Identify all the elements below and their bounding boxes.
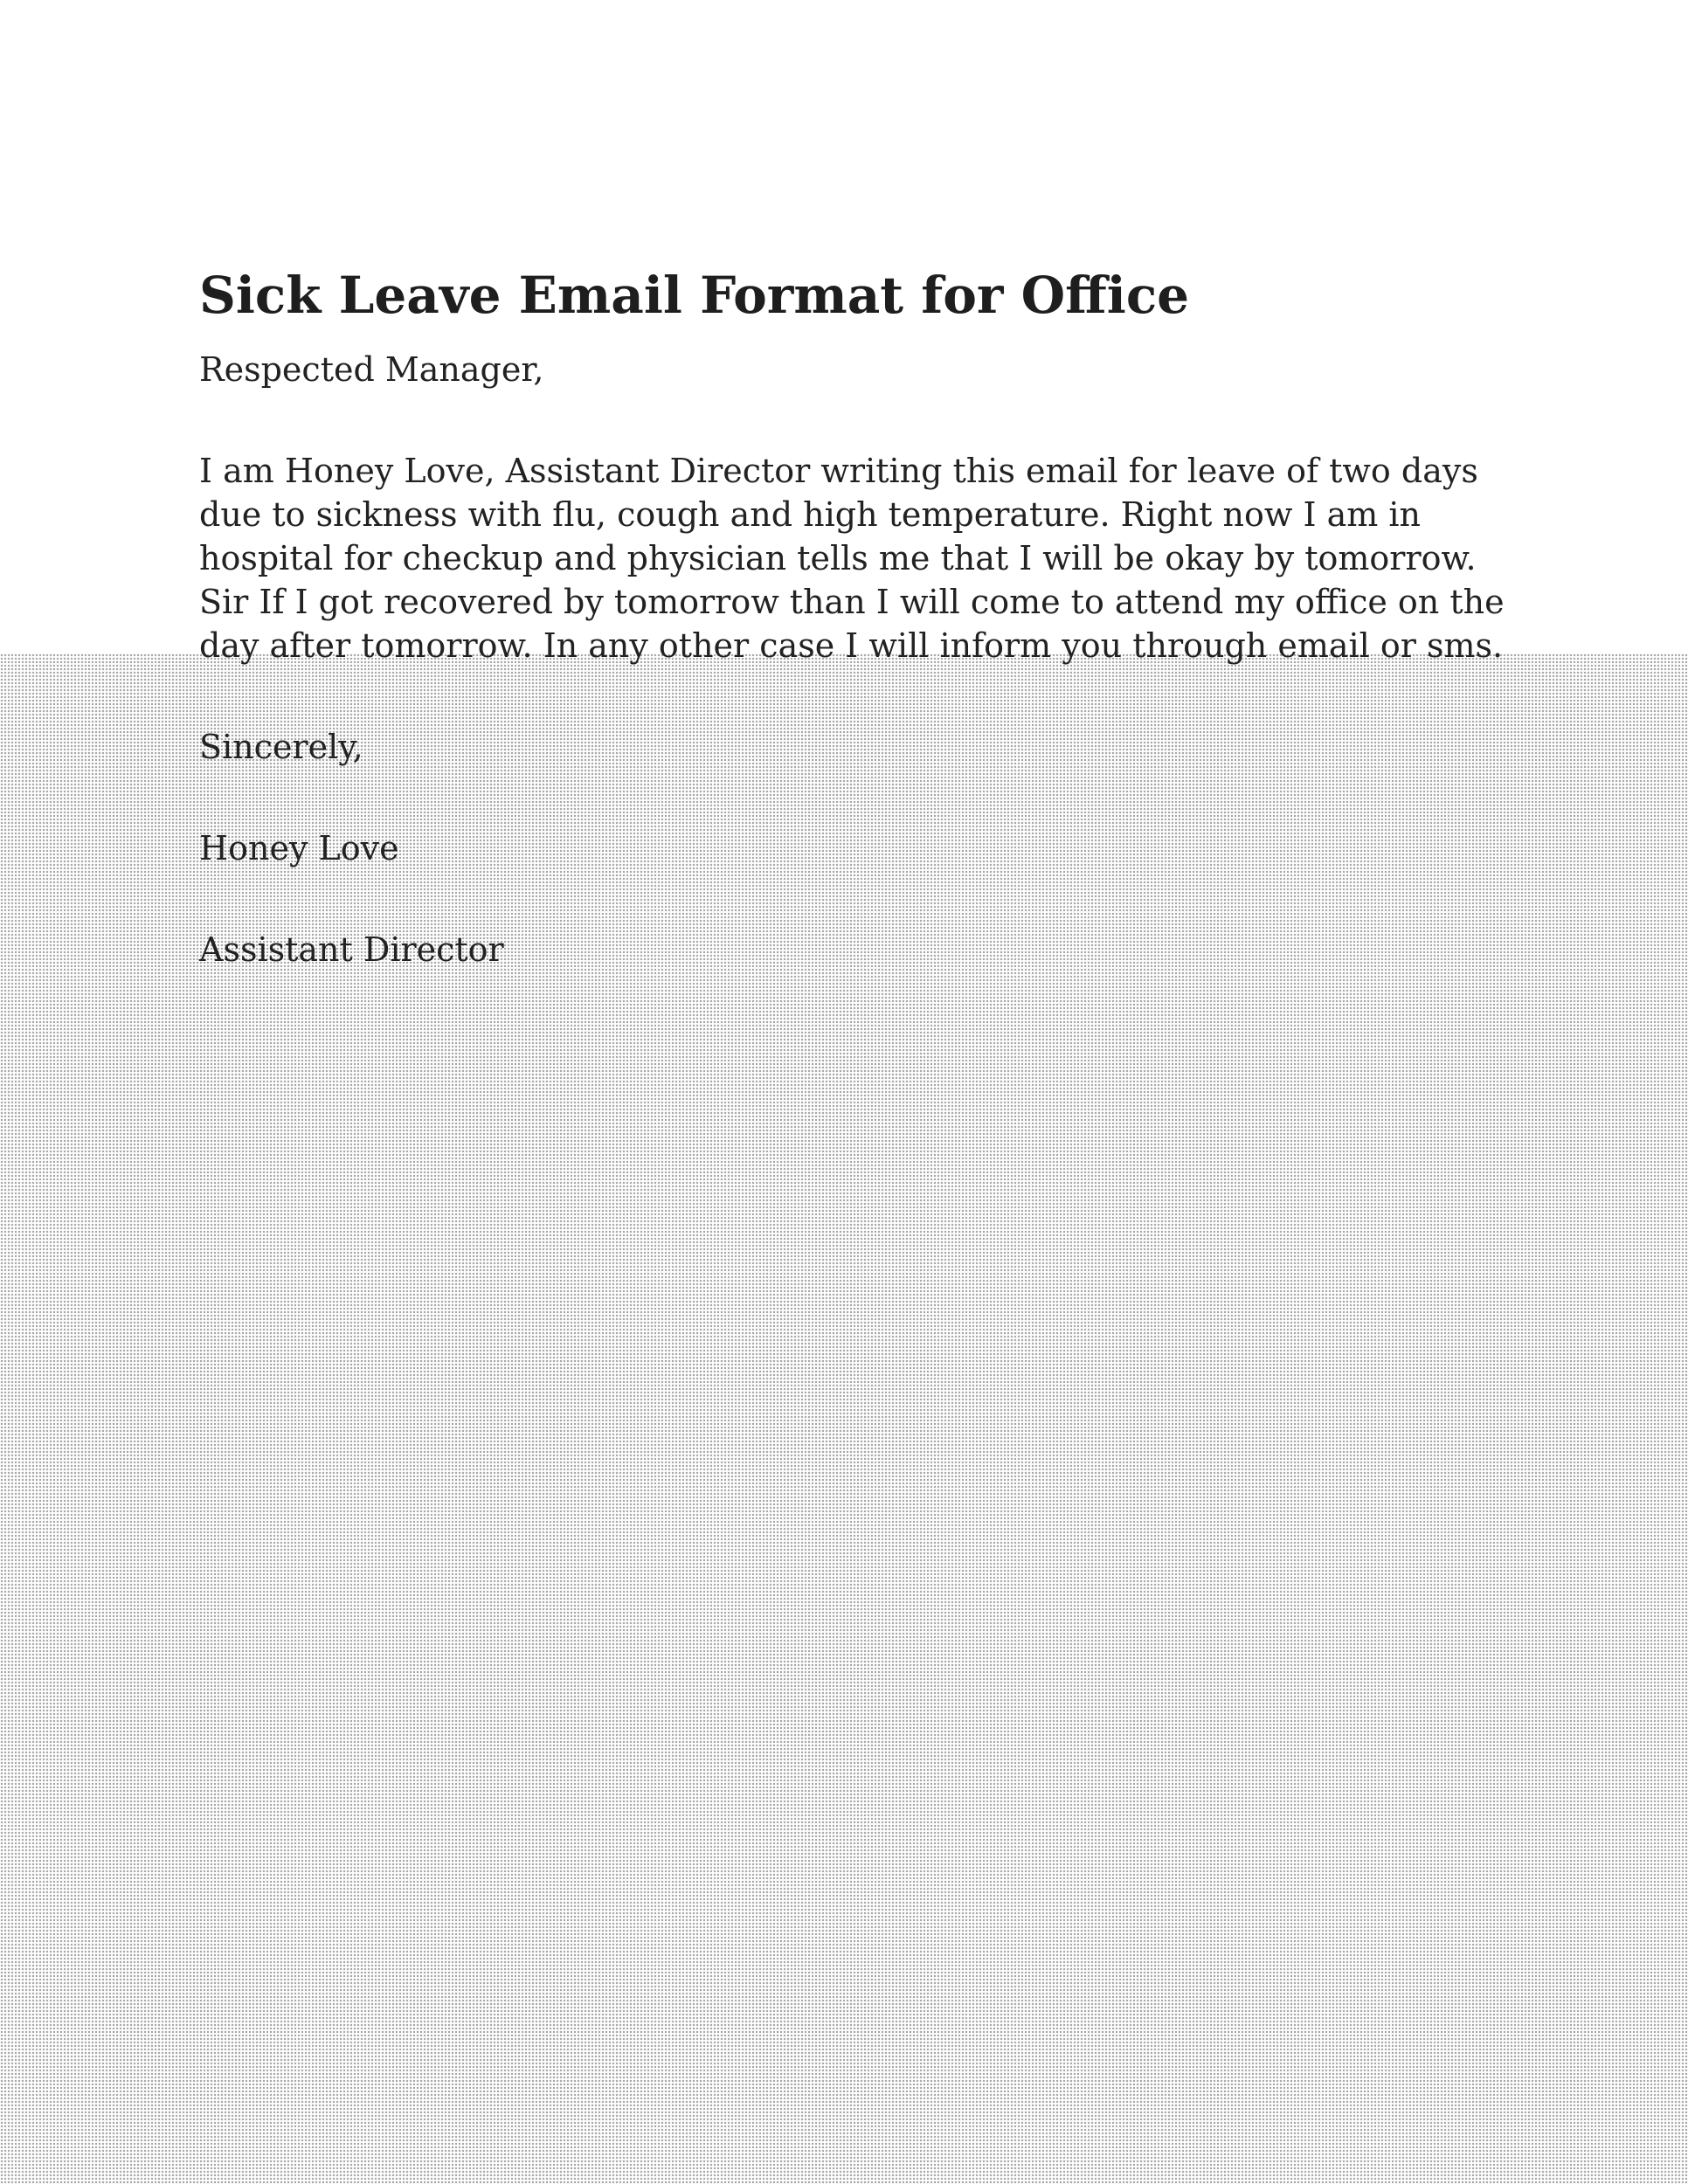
letter-content — [199, 259, 1527, 971]
letter-body: I am Honey Love, Assistant Director writing this email for leave of two days due to sickness with flu, cough and high temperature. Right now I am in hospital for checkup and physician tells me that I will be okay by tomorrow. Sir If I got recovered by tomorrow than I will come to attend my office on the day after tomorrow. In any other case I will inform you through email or sms. — [199, 452, 1505, 665]
signature-title: Assistant Director — [199, 930, 504, 969]
salutation: Respected Manager, — [199, 350, 544, 389]
closing: Sincerely, — [199, 728, 363, 766]
signature-name: Honey Love — [199, 829, 399, 867]
document-title: Sick Leave Email Format for Office — [199, 266, 1190, 325]
